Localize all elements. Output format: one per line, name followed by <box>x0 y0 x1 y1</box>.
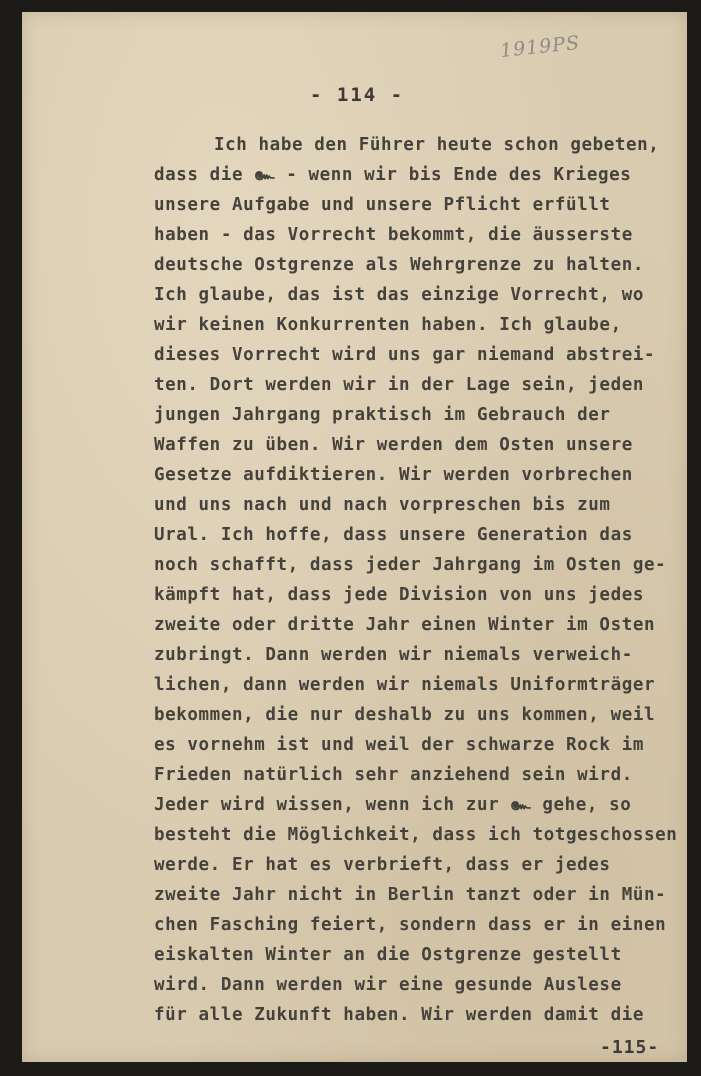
text-line: bekommen, die nur deshalb zu uns kommen, weil <box>154 705 656 725</box>
text-line: noch schafft, dass jeder Jahrgang im Osten ge- <box>154 555 667 575</box>
text-line: zweite Jahr nicht in Berlin tanzt oder in Mün- <box>154 885 667 905</box>
text-line: jungen Jahrgang praktisch im Gebrauch der <box>154 405 611 425</box>
text-line: wird. Dann werden wir eine gesunde Auslese <box>154 975 622 995</box>
text-line: Ich glaube, das ist das einzige Vorrecht, wo <box>154 285 644 305</box>
document-page <box>22 12 687 1062</box>
text-line: unsere Aufgabe und unsere Pflicht erfüllt <box>154 195 611 215</box>
text-line: deutsche Ostgrenze als Wehrgrenze zu halten. <box>154 255 644 275</box>
text-line: eiskalten Winter an die Ostgrenze gestellt <box>154 945 622 965</box>
text-line: dass die ๛ - wenn wir bis Ende des Krieges <box>154 165 632 185</box>
text-line: für alle Zukunft haben. Wir werden damit die <box>154 1005 644 1025</box>
typed-body-text <box>154 130 694 1030</box>
text-line: ten. Dort werden wir in der Lage sein, jeden <box>154 375 644 395</box>
archive-number: 1919PS <box>499 31 582 63</box>
text-line: kämpft hat, dass jede Division von uns jedes <box>154 585 644 605</box>
text-line: Ich habe den Führer heute schon gebeten, <box>214 135 660 155</box>
text-line: Frieden natürlich sehr anziehend sein wird. <box>154 765 633 785</box>
text-line: lichen, dann werden wir niemals Uniformträger <box>154 675 656 695</box>
text-line: wir keinen Konkurrenten haben. Ich glaube, <box>154 315 622 335</box>
text-line: werde. Er hat es verbrieft, dass er jedes <box>154 855 611 875</box>
text-line: dieses Vorrecht wird uns gar niemand abstrei- <box>154 345 656 365</box>
text-line: und uns nach und nach vorpreschen bis zum <box>154 495 611 515</box>
text-line: Waffen zu üben. Wir werden dem Osten unsere <box>154 435 633 455</box>
text-line: zubringt. Dann werden wir niemals verweich- <box>154 645 633 665</box>
page-number: - 114 - <box>310 84 405 106</box>
text-line: Ural. Ich hoffe, dass unsere Generation das <box>154 525 633 545</box>
text-line: Gesetze aufdiktieren. Wir werden vorbrechen <box>154 465 633 485</box>
text-line: haben - das Vorrecht bekommt, die äusserste <box>154 225 633 245</box>
text-line: chen Fasching feiert, sondern dass er in einen <box>154 915 667 935</box>
continuation-marker: -115- <box>600 1037 660 1058</box>
text-line: es vornehm ist und weil der schwarze Rock im <box>154 735 644 755</box>
text-line: besteht die Möglichkeit, dass ich totgeschossen <box>154 825 678 845</box>
text-line: Jeder wird wissen, wenn ich zur ๛ gehe, so <box>154 795 632 815</box>
text-line: zweite oder dritte Jahr einen Winter im Osten <box>154 615 656 635</box>
